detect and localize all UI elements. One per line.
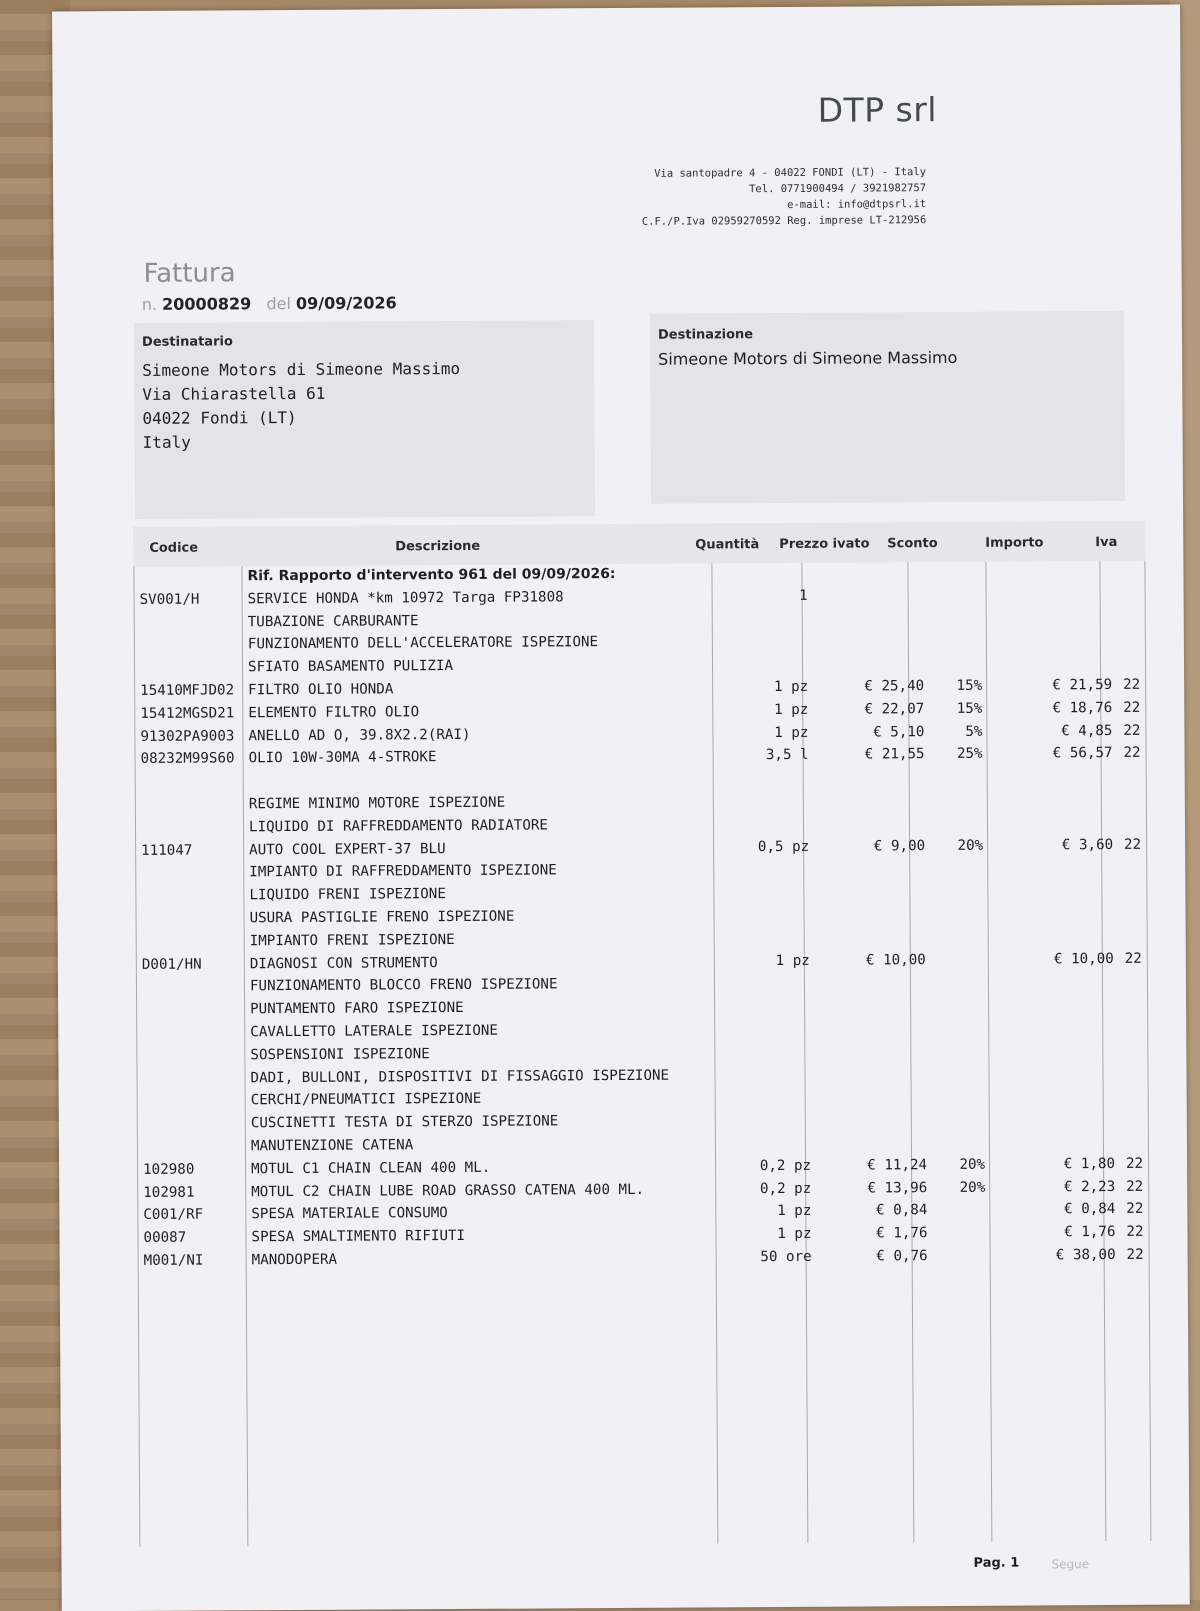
destination-name: Simeone Motors di Simeone Massimo: [658, 347, 958, 369]
row-amount: € 4,85: [1061, 722, 1113, 739]
header-description: Descrizione: [395, 538, 481, 555]
row-vat: 22: [1123, 676, 1141, 693]
row-vat: 22: [1123, 745, 1141, 762]
row-vat: 22: [1126, 1178, 1144, 1195]
row-price: € 11,24: [867, 1156, 928, 1174]
recipient-city: 04022 Fondi (LT): [142, 407, 297, 428]
row-code: D001/HN: [141, 956, 202, 973]
continues-label: Segue: [1051, 1557, 1090, 1572]
row-vat: 22: [1126, 1223, 1144, 1241]
recipient-label: Destinatario: [141, 334, 233, 350]
row-discount: 5%: [965, 723, 983, 740]
row-quantity: 3,5 l: [765, 747, 809, 764]
row-code: 91302PA9003: [140, 727, 235, 745]
header-price: Prezzo ivato: [779, 536, 870, 553]
row-price: € 13,96: [867, 1179, 928, 1197]
row-discount: 20%: [959, 1156, 986, 1173]
company-fiscal: C.F./P.Iva 02959270592 Reg. imprese LT-212956: [641, 214, 927, 228]
row-code: 15412MGSD21: [140, 705, 235, 722]
recipient-name: Simeone Motors di Simeone Massimo: [142, 358, 461, 380]
row-price: € 9,00: [873, 837, 926, 855]
row-description: MANUTENZIONE CATENA: [250, 1137, 414, 1155]
invoice-number-line: [142, 293, 397, 314]
table-header: [133, 521, 1145, 567]
row-amount: € 0,84: [1064, 1201, 1116, 1218]
recipient-address: [142, 357, 460, 455]
row-discount: 25%: [956, 746, 983, 763]
row-price: € 1,76: [876, 1225, 928, 1242]
row-description: AUTO COOL EXPERT-37 BLU: [249, 840, 446, 858]
row-discount: 20%: [959, 1179, 986, 1196]
row-description: FUNZIONAMENTO BLOCCO FRENO ISPEZIONE: [249, 976, 558, 995]
row-description: PUNTAMENTO FARO ISPEZIONE: [250, 1000, 464, 1018]
row-code: 102981: [143, 1184, 195, 1201]
recipient-country: Italy: [142, 432, 191, 452]
row-description: FUNZIONAMENTO DELL'ACCELERATORE ISPEZIONE: [247, 634, 599, 653]
row-code: 111047: [141, 842, 193, 859]
row-amount: € 18,76: [1052, 699, 1113, 717]
destination-label: Destinazione: [657, 327, 754, 343]
company-email: e-mail: info@dtpsrl.it: [787, 198, 927, 211]
invoice-number: 20000829: [162, 294, 252, 314]
row-description: ANELLO AD O, 39.8X2.2(RAI): [248, 726, 471, 744]
row-quantity: 50 ore: [760, 1248, 812, 1266]
row-code: C001/RF: [143, 1206, 204, 1224]
header-vat: Iva: [1095, 534, 1118, 551]
company-details: [546, 164, 926, 230]
row-vat: 22: [1124, 950, 1142, 967]
row-discount: 20%: [957, 837, 984, 854]
row-price: € 5,10: [873, 723, 925, 741]
row-vat: 22: [1123, 699, 1141, 716]
row-description: IMPIANTO FRENI ISPEZIONE: [249, 931, 455, 950]
row-description: DADI, BULLONI, DISPOSITIVI DI FISSAGGIO ISPEZIONE: [250, 1067, 670, 1086]
row-amount: € 56,57: [1052, 745, 1113, 762]
row-description: TUBAZIONE CARBURANTE: [247, 612, 419, 630]
row-quantity: 1 pz: [773, 678, 809, 696]
destination-box: [650, 311, 1125, 504]
row-vat: 22: [1125, 1155, 1144, 1172]
row-amount: € 2,23: [1063, 1178, 1116, 1195]
row-price: € 22,07: [864, 700, 925, 718]
row-amount: € 10,00: [1053, 950, 1114, 967]
row-amount: € 3,60: [1061, 836, 1114, 853]
row-price: € 21,55: [864, 746, 925, 763]
row-vat: 22: [1123, 836, 1142, 853]
invoice-sheet: [52, 5, 1190, 1611]
header-amount: Importo: [985, 535, 1044, 551]
row-description: MOTUL C1 CHAIN CLEAN 400 ML.: [251, 1159, 491, 1177]
row-description: SERVICE HONDA *km 10972 Targa FP31808: [247, 589, 564, 608]
row-description: MOTUL C2 CHAIN LUBE ROAD GRASSO CATENA 400 ML.: [251, 1181, 645, 1200]
row-amount: € 1,76: [1064, 1224, 1116, 1241]
row-quantity: 1 pz: [777, 1225, 812, 1243]
row-vat: 22: [1126, 1246, 1144, 1263]
row-discount: 15%: [956, 700, 983, 717]
row-quantity: 0,2 pz: [759, 1180, 812, 1197]
table-rows: [133, 561, 1149, 1274]
row-discount: 15%: [956, 677, 983, 694]
row-description: SOSPENSIONI ISPEZIONE: [250, 1045, 430, 1063]
row-quantity: 1 pz: [774, 701, 809, 718]
row-description: Rif. Rapporto d'intervento 961 del 09/09/2026:: [247, 566, 616, 585]
document-type: Fattura: [143, 258, 236, 289]
row-amount: € 21,59: [1052, 676, 1113, 694]
row-description: MANODOPERA: [251, 1251, 338, 1269]
row-code: 08232M99S60: [140, 750, 235, 768]
row-code: 15410MFJD02: [140, 682, 235, 699]
row-code: 102980: [143, 1161, 195, 1178]
row-description: SFIATO BASAMENTO PULIZIA: [247, 658, 454, 676]
row-description: SPESA SMALTIMENTO RIFIUTI: [251, 1228, 466, 1246]
row-description: LIQUIDO DI RAFFREDDAMENTO RADIATORE: [248, 817, 549, 836]
invoice-date-label: del: [266, 293, 291, 314]
row-description: USURA PASTIGLIE FRENO ISPEZIONE: [249, 908, 515, 927]
company-address: Via santopadre 4 - 04022 FONDI (LT) - Italy: [654, 166, 927, 180]
row-quantity: 1 pz: [775, 952, 810, 969]
recipient-street: Via Chiarastella 61: [142, 383, 326, 404]
header-code: Codice: [149, 540, 199, 556]
row-description: REGIME MINIMO MOTORE ISPEZIONE: [248, 794, 506, 813]
row-quantity: 1 pz: [777, 1203, 812, 1220]
invoice-number-label: n.: [141, 294, 158, 314]
row-description: ELEMENTO FILTRO OLIO: [248, 703, 420, 722]
row-price: € 10,00: [865, 951, 926, 969]
row-vat: 22: [1126, 1201, 1144, 1218]
row-description: CUSCINETTI TESTA DI STERZO ISPEZIONE: [250, 1113, 559, 1132]
row-amount: € 1,80: [1063, 1155, 1116, 1173]
company-phone: Tel. 0771900494 / 3921982757: [749, 182, 927, 196]
row-price: € 25,40: [864, 678, 925, 695]
company-name: DTP srl: [817, 90, 938, 130]
invoice-date: 09/09/2026: [295, 293, 397, 313]
row-code: 00087: [143, 1229, 187, 1247]
row-quantity: 1 pz: [774, 724, 809, 741]
page-number: Pag. 1: [973, 1555, 1020, 1571]
row-code: M001/NI: [143, 1252, 204, 1269]
invoice-table: [133, 561, 1151, 1547]
row-amount: € 38,00: [1055, 1246, 1116, 1264]
row-quantity: 0,2 pz: [759, 1157, 812, 1174]
row-description: CAVALLETTO LATERALE ISPEZIONE: [250, 1022, 499, 1041]
row-price: € 0,76: [876, 1248, 928, 1265]
row-description: CERCHI/PNEUMATICI ISPEZIONE: [250, 1091, 482, 1109]
row-description: DIAGNOSI CON STRUMENTO: [249, 954, 438, 972]
recipient-box: [134, 320, 595, 519]
row-description: LIQUIDO FRENI ISPEZIONE: [249, 886, 446, 904]
row-description: SPESA MATERIALE CONSUMO: [251, 1205, 448, 1223]
table-row: [138, 1245, 1150, 1274]
row-quantity: 0,5 pz: [757, 838, 810, 855]
row-description: FILTRO OLIO HONDA: [248, 681, 394, 699]
row-description: IMPIANTO DI RAFFREDDAMENTO ISPEZIONE: [249, 862, 557, 881]
row-quantity: 1: [798, 587, 808, 604]
row-price: € 0,84: [876, 1202, 928, 1219]
header-discount: Sconto: [887, 536, 938, 552]
row-code: SV001/H: [139, 591, 200, 608]
header-quantity: Quantità: [695, 537, 760, 553]
row-vat: 22: [1123, 722, 1141, 739]
row-description: OLIO 10W-30MA 4-STROKE: [248, 749, 437, 767]
